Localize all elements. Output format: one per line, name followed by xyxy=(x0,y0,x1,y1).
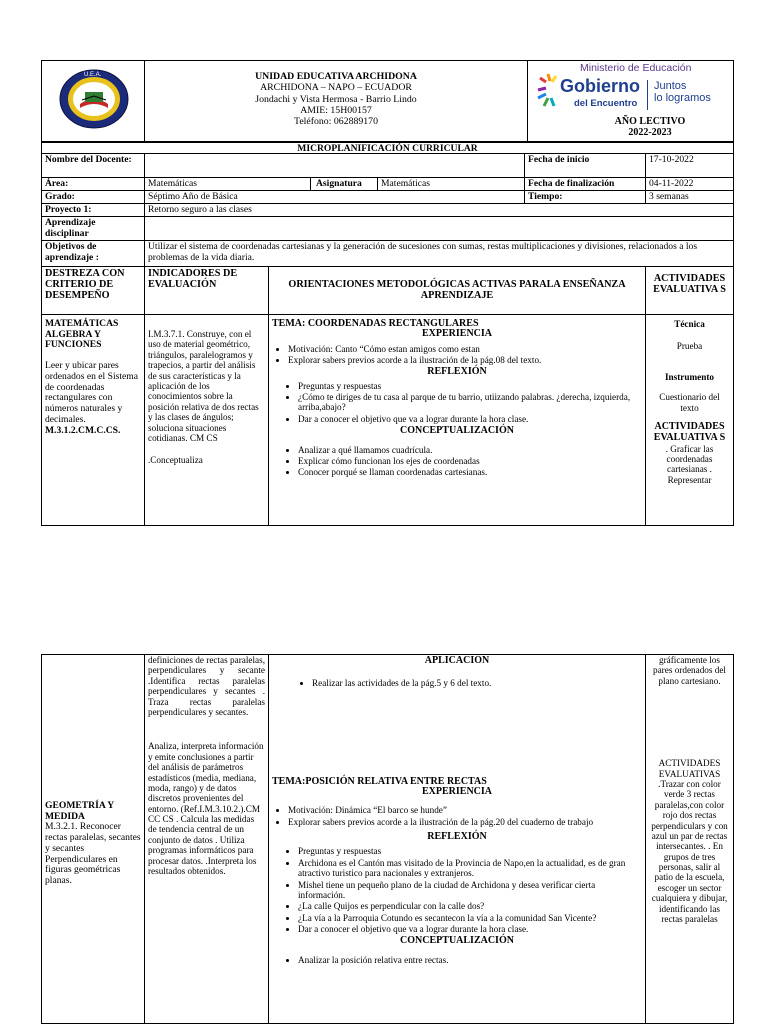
row1-con-list xyxy=(272,445,642,478)
gobierno-subtitle: del Encuentro xyxy=(574,98,638,109)
gobierno-star-icon xyxy=(536,70,560,110)
list-item: • Analizar la posición relativa entre rectas. xyxy=(298,955,642,965)
school-name: UNIDAD EDUCATIVA ARCHIDONA xyxy=(255,71,417,82)
list-item: • ¿Cómo te diriges de tu casa al parque de tu barrio, utiizando palabras. ¿derecha, izquierda, arriba,abajo? xyxy=(298,392,642,413)
list-item: • Motivación: Canto “Cómo estan amigos como estan xyxy=(288,344,642,354)
row2-act-top: gráficamente los pares ordenados del plano cartesiano. xyxy=(653,655,726,686)
tiempo-value: 3 semanas xyxy=(645,190,734,204)
list-item: • Dar a conocer el objetivo que va a lograr durante la hora clase. xyxy=(298,924,642,934)
row2-actividades xyxy=(645,654,734,1024)
objetivos-label: Objetivos de aprendizaje : xyxy=(41,240,145,267)
row1-reflexion: REFLEXIÓN xyxy=(427,366,487,378)
row1-ref-list xyxy=(272,381,642,425)
instrumento-value: Cuestionario del texto xyxy=(659,392,720,413)
school-line-2: ARCHIDONA – NAPO – ECUADOR xyxy=(260,82,412,94)
row2-indicador xyxy=(144,654,269,1024)
row1-actividades xyxy=(645,314,734,526)
gobierno-word: Gobierno xyxy=(560,76,640,96)
row2-indicador-top: definiciones de rectas paralelas, perpendiculares y secante .Identifica rectas paralelas perpendiculares y secantes . Traza rectas paralelas perpendiculares y secantes. xyxy=(148,655,265,717)
grado-label: Grado: xyxy=(41,190,145,204)
row2-ref-list xyxy=(272,846,642,934)
row2-destreza-text: M.3.2.1. Reconocer rectas paralelas, secantes y secantes Perpendiculares en figuras geométricas planas. xyxy=(45,821,141,887)
seal-top-text: U.E.A. xyxy=(84,72,102,78)
instrumento-label: Instrumento xyxy=(664,371,714,382)
plan-title: MICROPLANIFICACIÓN CURRICULAR xyxy=(41,142,734,154)
list-item: • Mishel tiene un pequeño plano de la ciudad de Archidona y desea verificar cierta información. xyxy=(298,880,642,901)
col-actividades-header: ACTIVIDADES EVALUATIVA S xyxy=(645,266,734,315)
list-item: • Dar a conocer el objetivo que va a lograr durante la hora clase. xyxy=(298,414,642,424)
area-value: Matemáticas xyxy=(144,177,311,191)
list-item: • Explorar sabers previos acorde a la ilustración de la pág.20 del cuaderno de trabajo xyxy=(288,817,642,827)
row2-experiencia: EXPERIENCIA xyxy=(421,785,492,797)
col-orientaciones-header: ORIENTACIONES METODOLÓGICAS ACTIVAS PARALA ENSEÑANZA APRENDIZAJE xyxy=(268,266,646,315)
tecnica-label: Técnica xyxy=(674,319,705,329)
proyecto-value: Retorno seguro a las clases xyxy=(144,203,734,217)
row1-tema: TEMA: COORDENADAS RECTANGULARES xyxy=(272,318,479,329)
fecha-fin-value: 04-11-2022 xyxy=(645,177,734,191)
row2-exp-list xyxy=(272,805,642,827)
col-indicadores-header: INDICADORES DE EVALUACIÓN xyxy=(144,266,269,315)
row2-aplicacion: APLICACIÓN xyxy=(424,655,490,666)
row2-destreza-title: GEOMETRÍA Y MEDIDA xyxy=(45,800,114,822)
row2-conceptualizacion: CONCEPTUALIZACIÓN xyxy=(400,935,514,947)
row1-indicador-tail: .Conceptualiza xyxy=(148,455,203,466)
grado-value: Séptimo Año de Básica xyxy=(144,190,525,204)
row1-destreza xyxy=(41,314,145,526)
fecha-inicio-value: 17-10-2022 xyxy=(645,153,734,178)
row2-tema: TEMA:POSICIÓN RELATIVA ENTRE RECTAS xyxy=(272,775,487,787)
school-address: Jondachi y Vista Hermosa - Barrio Lindo xyxy=(255,93,417,105)
proyecto-label: Proyecto 1: xyxy=(41,203,145,217)
list-item: • ¿La calle Quijos es perpendicular con la calle dos? xyxy=(298,901,642,911)
list-item: • Motivación: Dinámica “El barco se hunde” xyxy=(288,805,642,815)
ministry-logo xyxy=(536,60,731,116)
fecha-fin-label: Fecha de finalización xyxy=(524,177,646,191)
school-info xyxy=(144,60,528,142)
list-item: • Preguntas y respuestas xyxy=(298,846,642,856)
row1-indicador-text: I.M.3.7.1. Construye, con el uso de material geométrico, triángulos, paralelogramos y trapecios, a partir del análisis de sus características y la aplicación de los conocimientos sobre la posición relativa de dos rectas y las clases de ángulos; soluciona situaciones cotidianas. CM CS xyxy=(148,329,259,443)
row1-experiencia: EXPERIENCIA xyxy=(421,328,492,340)
list-item: • Preguntas y respuestas xyxy=(298,381,642,391)
row1-indicador xyxy=(144,314,269,526)
area-label: Área: xyxy=(41,177,145,191)
row1-destreza-code: M.3.1.2.CM.C.CS. xyxy=(45,424,121,436)
aprendizaje-value xyxy=(144,216,734,241)
list-item: • ¿La vía a la Parroquia Cotundo es secantecon la vía a la comunidad San Vicente? xyxy=(298,913,642,923)
list-item: • Conocer porqué se llaman coordenadas cartesianas. xyxy=(298,467,642,477)
row1-destreza-title: MATEMÁTICAS ALGEBRA Y FUNCIONES xyxy=(45,318,119,351)
ministry-name: Ministerio de Educación xyxy=(580,62,692,74)
asignatura-value: Matemáticas xyxy=(377,177,525,191)
objetivos-value: Utilizar el sistema de coordenadas cartesianas y la generación de sucesiones con sumas, restas multiplicaciones y divisiones, relacionados a los problemas de la vida diaria. xyxy=(144,240,734,267)
row1-act-label: ACTIVIDADES EVALUATIVA S xyxy=(653,420,726,444)
tiempo-label: Tiempo: xyxy=(524,190,646,204)
docente-value xyxy=(144,153,525,178)
row2-reflexion: REFLEXIÓN xyxy=(427,831,487,843)
juntos-line-2: lo logramos xyxy=(654,92,711,104)
tecnica-value: Prueba xyxy=(676,341,703,352)
list-item: • Archidona es el Cantón mas visitado de la Provincia de Napo,en la actualidad, es de gran atractivo turistico para nacionales y extranjeros. xyxy=(298,858,642,879)
row2-act-text: ACTIVIDADES EVALUATIVAS .Trazar con color verde 3 rectas paralelas,con color rojo dos rectas perpendiculars y con azul un par de rectas intersecantes. . En grupos de tres personas, salir al patio de la escuela, escoger un sector cualquiera y dibujar, identificando las rectas paralelas xyxy=(651,758,728,925)
row1-act-text: . Graficar las coordenadas cartesianas . Representar xyxy=(665,443,714,485)
row2-indicador-text: Analiza, interpreta información y emite conclusiones a partir del análisis de parámetros estadísticos (media, mediana, moda, rango) y de datos discretos provenientes del entorno. (Ref.I.M.3.10.2.).CM CC CS . Calcula las medidas de tendencia central de un conjunto de datos . Utiliza programas informáticos para procesar datos. .Interpreta los resultados obtenidos. xyxy=(148,741,264,877)
col-destreza-header: DESTREZA CON CRITERIO DE DESEMPEÑO xyxy=(41,266,145,315)
docente-label: Nombre del Docente: xyxy=(41,153,145,178)
list-item: • Analizar a qué llamamos cuadrícula. xyxy=(298,445,642,455)
fecha-inicio-label: Fecha de inicio xyxy=(524,153,646,178)
row2-orientaciones xyxy=(268,654,646,1024)
school-year xyxy=(610,116,690,138)
juntos-line-1: Juntos xyxy=(654,80,687,92)
aprendizaje-label: Aprendizaje disciplinar xyxy=(41,216,145,241)
year-value: 2022-2023 xyxy=(628,127,672,138)
row1-exp-list xyxy=(272,344,642,366)
row1-orientaciones xyxy=(268,314,646,526)
list-item: • Explorar sabers previos acorde a la ilustración de la pág.08 del texto. xyxy=(288,355,642,365)
row1-conceptualizacion: CONCEPTUALIZACIÓN xyxy=(400,425,514,437)
asignatura-label: Asignatura xyxy=(310,177,378,191)
school-phone: Teléfono: 062889170 xyxy=(294,116,378,128)
list-item: • Explicar cómo funcionan los ejes de coordenadas xyxy=(298,456,642,466)
year-label: AÑO LECTIVO xyxy=(614,116,686,127)
row2-con-list xyxy=(272,955,642,965)
list-item: • Realizar las actividades de la pág.5 y 6 del texto. xyxy=(312,678,642,688)
row2-apl-list xyxy=(272,678,642,688)
row2-destreza xyxy=(41,654,145,1024)
school-amie: AMIE: 15H00157 xyxy=(300,104,372,116)
row1-destreza-text: Leer y ubicar pares ordenados en el Sistema de coordenadas rectangulares con números naturales y decimales. xyxy=(45,360,138,425)
